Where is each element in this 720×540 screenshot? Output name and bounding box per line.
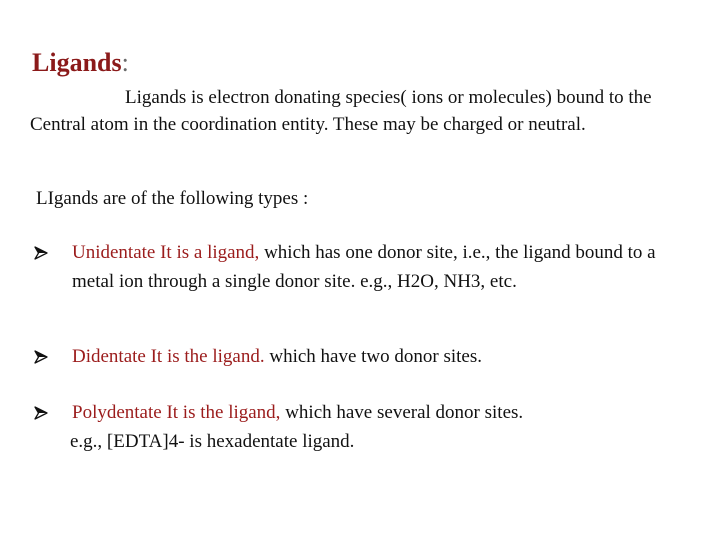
arrowhead-bullet-icon — [34, 238, 56, 260]
bullet-lead: Unidentate It is a ligand, — [72, 242, 260, 263]
bullet-item-polydentate — [34, 398, 684, 456]
arrowhead-bullet-icon — [34, 342, 56, 364]
heading-colon: : — [121, 48, 129, 77]
definition-paragraph — [30, 84, 670, 138]
heading — [32, 48, 129, 78]
bullet-item-unidentate — [34, 238, 684, 296]
bullet-text: which has one donor site, i.e., the ligand bound to a metal ion through a single donor site. e.g., H2O, NH3, etc. — [72, 242, 656, 292]
definition-text: Ligands is electron donating species( ions or molecules) bound to the Central atom in the coordination entity. These may be charged or neutral. — [30, 87, 652, 135]
bullet-text: which have two donor sites. — [264, 346, 482, 367]
bullet-lead: Polydentate It is the ligand, — [72, 402, 281, 423]
heading-word: Ligands — [32, 48, 122, 77]
bullet-text: which have several donor sites. — [280, 402, 524, 423]
bullet-example: e.g., [EDTA]4- is hexadentate ligand. — [70, 431, 355, 452]
arrowhead-bullet-icon — [34, 398, 56, 420]
bullet-item-didentate — [34, 342, 684, 371]
bullet-lead: Didentate It is the ligand. — [72, 346, 265, 367]
types-intro: LIgands are of the following types : — [36, 188, 309, 209]
